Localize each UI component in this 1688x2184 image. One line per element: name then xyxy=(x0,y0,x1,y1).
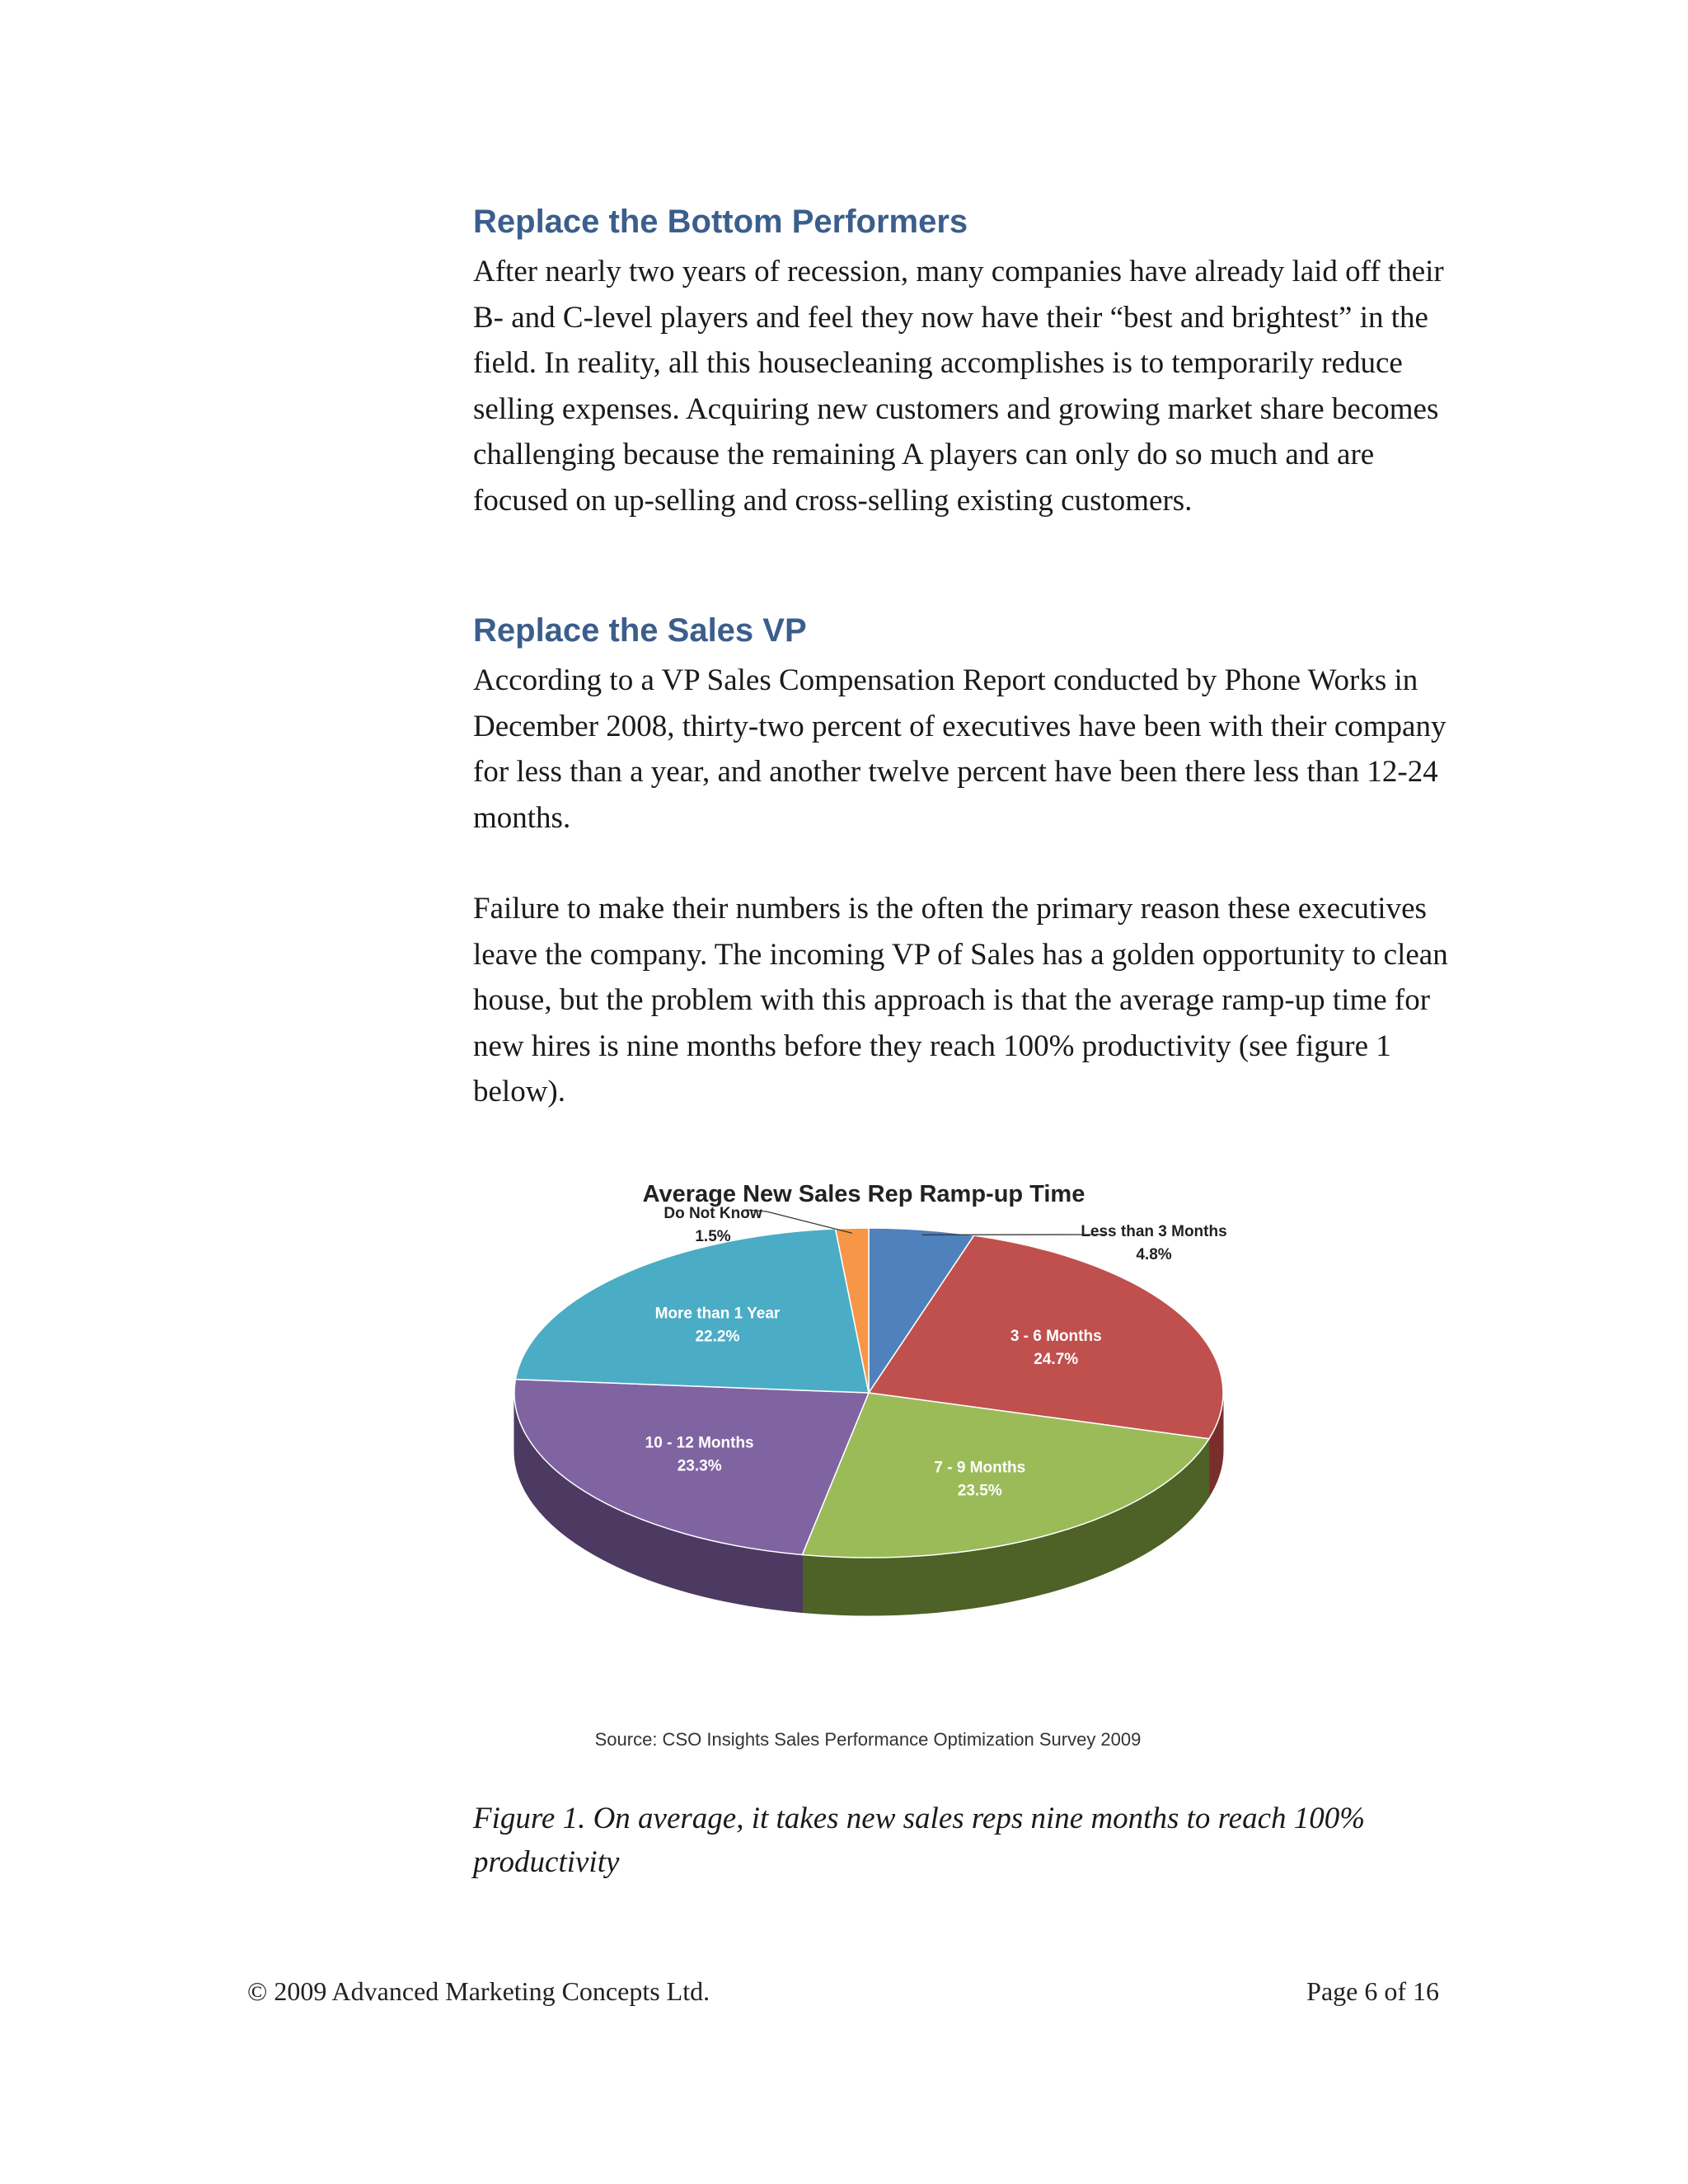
pie-label-value: 24.7% xyxy=(1034,1351,1079,1369)
pie-label-value: 23.3% xyxy=(677,1457,722,1475)
pie-label-name: Do Not Know xyxy=(663,1205,762,1222)
paragraph-failure-reason: Failure to make their numbers is the often the primary reason these executives leave the company. The incoming VP of Sales has a golden opportunity to clean house, but the problem with this approach is that the average ramp-up time for new hires is nine months before they reach 100% productivity (see figure 1 below). xyxy=(473,892,1448,1108)
pie-label-name: Less than 3 Months xyxy=(1081,1223,1227,1240)
chart-title: Average New Sales Rep Ramp-up Time xyxy=(642,1181,1085,1207)
pie-chart xyxy=(495,1154,1286,1780)
pie-label-value: 4.8% xyxy=(1136,1246,1172,1263)
pie-label-name: 10 - 12 Months xyxy=(645,1434,754,1452)
pie-label-name: More than 1 Year xyxy=(654,1305,781,1323)
paragraph-vp-report: According to a VP Sales Compensation Report conducted by Phone Works in December 2008, thirty-two percent of executives have been with their company for less than a year, and another twelve percent have been there less than 12-24 months. xyxy=(473,663,1447,835)
footer-page-number: Page 6 of 16 xyxy=(1306,1976,1439,2006)
pie-label-value: 23.5% xyxy=(957,1482,1002,1500)
pie-label-less-than-3-months xyxy=(1081,1223,1226,1263)
footer-copyright: © 2009 Advanced Marketing Concepts Ltd. xyxy=(247,1976,710,2006)
pie-label-name: 7 - 9 Months xyxy=(934,1459,1026,1477)
pie-label-name: 3 - 6 Months xyxy=(1010,1328,1102,1346)
paragraph-bottom-performers: After nearly two years of recession, many companies have already laid off their B- and C-level players and feel they now have their “best and brightest” in the field. In reality, all this housecleaning accomplishes is to temporarily reduce selling expenses. Acquiring new customers and growing market share becomes challenging because the remaining A players can only do so much and are focused on up-selling and cross-selling existing customers. xyxy=(473,255,1444,518)
section-heading-sales-vp: Replace the Sales VP xyxy=(473,612,807,649)
chart-source: Source: CSO Insights Sales Performance Optimization Survey 2009 xyxy=(594,1729,1142,1750)
section-heading-bottom-performers: Replace the Bottom Performers xyxy=(473,204,968,240)
pie-label-value: 1.5% xyxy=(695,1228,731,1245)
pie-chart-figure xyxy=(495,1154,1286,1780)
figure-caption: Figure 1. On average, it takes new sales reps nine months to reach 100% productivity xyxy=(473,1802,1366,1879)
pie-label-value: 22.2% xyxy=(695,1328,740,1346)
